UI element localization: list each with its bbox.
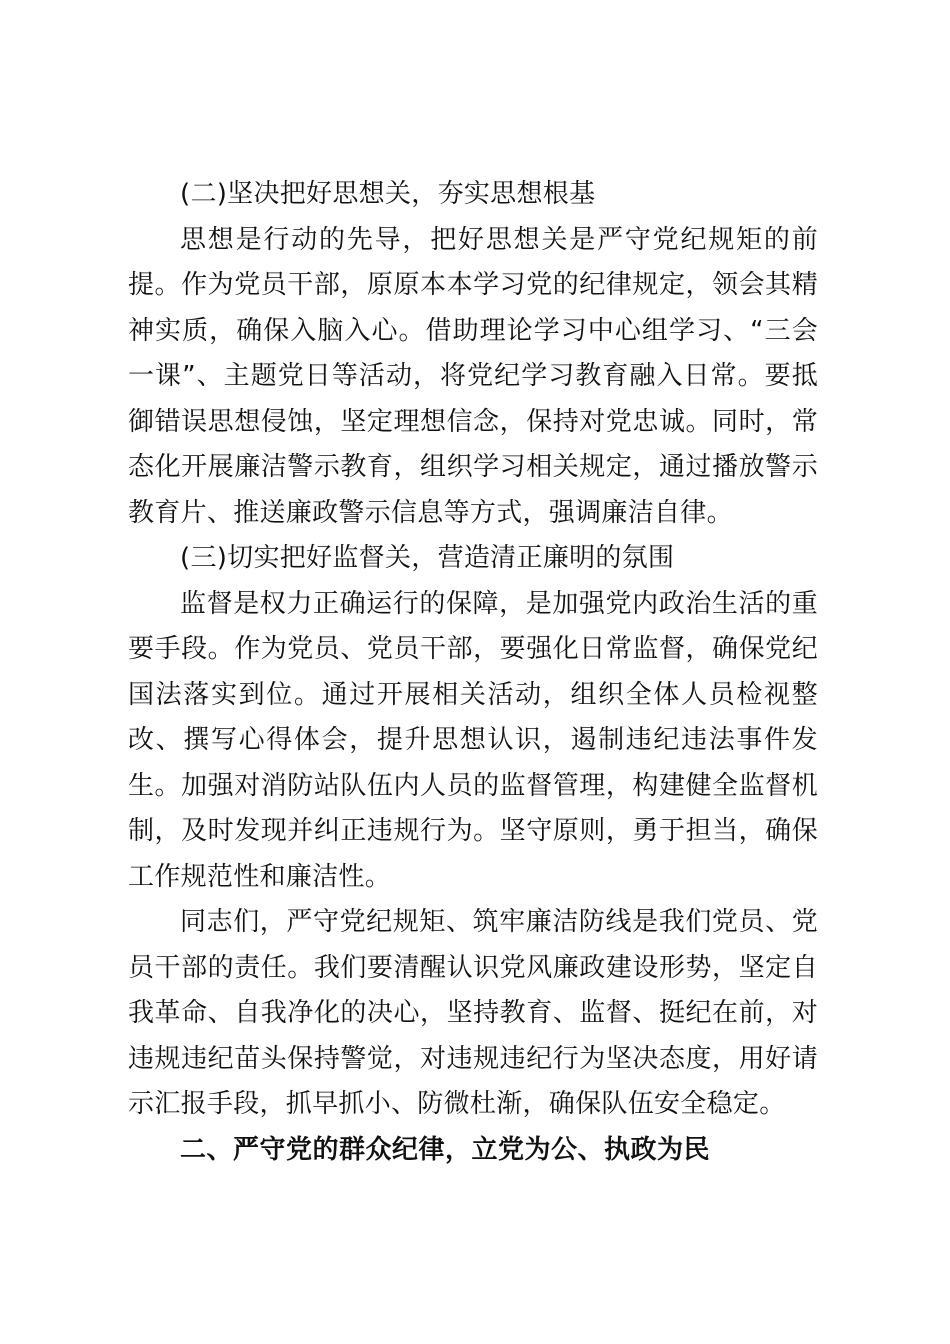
body-paragraph-comrades: 同志们，严守党纪规矩、筑牢廉洁防线是我们党员、党员干部的责任。我们要清醒认识党风廉政建设形势，坚定自我革命、自我净化的决心，坚持教育、监督、挺纪在前，对违规违纪苗头保持警觉，对违规违纪行为坚决态度，用好请示汇报手段，抓早抓小、防微杜渐，确保队伍安全稳定。	[128, 907, 818, 1119]
section-title-mass-discipline: 二、严守党的群众纪律，立党为公、执政为民	[180, 1134, 711, 1165]
body-paragraph-thought: 思想是行动的先导，把好思想关是严守党纪规矩的前提。作为党员干部，原原本本学习党的纪律规定，领会其精神实质，确保入脑入心。借助理论学习中心组学习、“三会一课”、主题党日等活动，将党纪学习教育融入日常。要抵御错误思想侵蚀，坚定理想信念，保持对党忠诚。同时，常态化开展廉洁警示教育，组织学习相关规定，通过播放警示教育片、推送廉政警示信息等方式，强调廉洁自律。	[128, 224, 818, 528]
document-page	[128, 172, 818, 1173]
subheading-thought-gate: (二)坚决把好思想关，夯实思想根基	[180, 179, 596, 209]
body-paragraph-supervision: 监督是权力正确运行的保障，是加强党内政治生活的重要手段。作为党员、党员干部，要强化日常监督，确保党纪国法落实到位。通过开展相关活动，组织全体人员检视整改、撰写心得体会，提升思想认识，遏制违纪违法事件发生。加强对消防站队伍内人员的监督管理，构建健全监督机制，及时发现并纠正违规行为。坚守原则，勇于担当，确保工作规范性和廉洁性。	[128, 588, 818, 892]
subheading-supervision-gate: (三)切实把好监督关，营造清正廉明的氛围	[180, 543, 675, 573]
